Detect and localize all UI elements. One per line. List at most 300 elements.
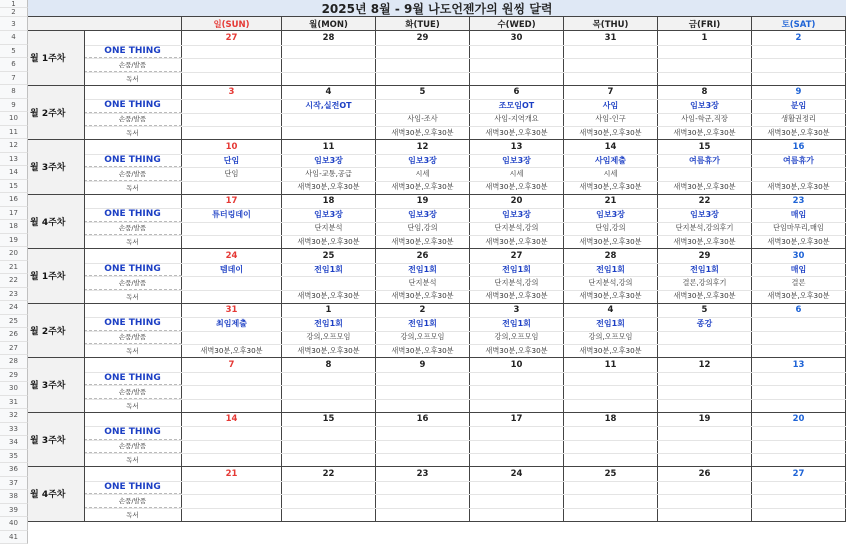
- field-work-cell[interactable]: 강의,오프모임: [376, 331, 470, 345]
- row-number[interactable]: 38: [0, 490, 28, 504]
- date-number[interactable]: 19: [376, 195, 470, 209]
- category-date-spacer[interactable]: [84, 86, 182, 100]
- field-work-cell[interactable]: 시세: [470, 167, 564, 181]
- one-thing-cell[interactable]: [752, 481, 846, 495]
- category-one[interactable]: ONE THING: [84, 208, 182, 222]
- one-thing-cell[interactable]: [376, 45, 470, 59]
- day-header-1[interactable]: 월(MON): [282, 17, 376, 31]
- day-header-5[interactable]: 금(FRI): [658, 17, 752, 31]
- field-work-cell[interactable]: 결론,강의후기: [658, 276, 752, 290]
- row-number[interactable]: 31: [0, 396, 28, 410]
- row-number[interactable]: 16: [0, 193, 28, 207]
- reading-cell[interactable]: 새벽30분,오후30분: [376, 235, 470, 249]
- date-number[interactable]: 14: [564, 140, 658, 154]
- reading-cell[interactable]: 새벽30분,오후30분: [564, 126, 658, 140]
- reading-cell[interactable]: 새벽30분,오후30분: [282, 235, 376, 249]
- row-number[interactable]: 12: [0, 139, 28, 153]
- date-number[interactable]: 31: [564, 31, 658, 45]
- category-son[interactable]: 손품/발품: [84, 494, 182, 508]
- field-work-cell[interactable]: 강의,오프모임: [282, 331, 376, 345]
- category-dok[interactable]: 독서: [84, 508, 182, 522]
- date-number[interactable]: 7: [564, 86, 658, 100]
- one-thing-cell[interactable]: [658, 372, 752, 386]
- field-work-cell[interactable]: [182, 440, 282, 454]
- reading-cell[interactable]: 새벽30분,오후30분: [182, 344, 282, 358]
- row-number[interactable]: 33: [0, 423, 28, 437]
- category-dok[interactable]: 독서: [84, 235, 182, 249]
- one-thing-cell[interactable]: [564, 426, 658, 440]
- one-thing-cell[interactable]: [470, 372, 564, 386]
- reading-cell[interactable]: [182, 508, 282, 522]
- reading-cell[interactable]: [658, 399, 752, 413]
- row-number[interactable]: 27: [0, 342, 28, 356]
- row-number[interactable]: 17: [0, 207, 28, 221]
- field-work-cell[interactable]: 시세: [376, 167, 470, 181]
- date-number[interactable]: 5: [376, 86, 470, 100]
- date-number[interactable]: 3: [182, 86, 282, 100]
- one-thing-cell[interactable]: 임보3장: [658, 99, 752, 113]
- field-work-cell[interactable]: [470, 494, 564, 508]
- one-thing-cell[interactable]: 임보3장: [282, 154, 376, 168]
- one-thing-cell[interactable]: 임보3장: [376, 154, 470, 168]
- row-number[interactable]: 39: [0, 504, 28, 518]
- one-thing-cell[interactable]: [470, 426, 564, 440]
- row-number[interactable]: 18: [0, 220, 28, 234]
- field-work-cell[interactable]: 사임-학군,직장: [658, 113, 752, 127]
- row-number[interactable]: 22: [0, 274, 28, 288]
- one-thing-cell[interactable]: 임보3장: [470, 208, 564, 222]
- date-number[interactable]: 22: [282, 467, 376, 481]
- date-number[interactable]: 14: [182, 413, 282, 427]
- day-header-3[interactable]: 수(WED): [470, 17, 564, 31]
- field-work-cell[interactable]: [282, 276, 376, 290]
- row-number[interactable]: 19: [0, 234, 28, 248]
- date-number[interactable]: 15: [658, 140, 752, 154]
- date-number[interactable]: 30: [752, 249, 846, 263]
- field-work-cell[interactable]: [282, 440, 376, 454]
- field-work-cell[interactable]: [470, 440, 564, 454]
- date-number[interactable]: 12: [658, 358, 752, 372]
- one-thing-cell[interactable]: 임보3장: [658, 208, 752, 222]
- date-number[interactable]: 8: [658, 86, 752, 100]
- field-work-cell[interactable]: 강의,오프모임: [564, 331, 658, 345]
- field-work-cell[interactable]: 사임-인구: [564, 113, 658, 127]
- field-work-cell[interactable]: [470, 385, 564, 399]
- reading-cell[interactable]: 새벽30분,오후30분: [470, 181, 564, 195]
- field-work-cell[interactable]: [658, 167, 752, 181]
- category-one[interactable]: ONE THING: [84, 99, 182, 113]
- date-number[interactable]: 3: [470, 304, 564, 318]
- category-one[interactable]: ONE THING: [84, 45, 182, 59]
- date-number[interactable]: 19: [658, 413, 752, 427]
- date-number[interactable]: 29: [376, 31, 470, 45]
- field-work-cell[interactable]: 단지분석,강의후기: [658, 222, 752, 236]
- row-number[interactable]: 25: [0, 315, 28, 329]
- row-number[interactable]: 20: [0, 247, 28, 261]
- category-dok[interactable]: 독서: [84, 453, 182, 467]
- date-number[interactable]: 25: [564, 467, 658, 481]
- row-number[interactable]: 23: [0, 288, 28, 302]
- field-work-cell[interactable]: [752, 58, 846, 72]
- date-number[interactable]: 13: [752, 358, 846, 372]
- category-date-spacer[interactable]: [84, 195, 182, 209]
- reading-cell[interactable]: [470, 72, 564, 86]
- category-dok[interactable]: 독서: [84, 290, 182, 304]
- row-number[interactable]: 15: [0, 180, 28, 194]
- reading-cell[interactable]: [564, 508, 658, 522]
- field-work-cell[interactable]: [658, 385, 752, 399]
- date-number[interactable]: 27: [182, 31, 282, 45]
- reading-cell[interactable]: 새벽30분,오후30분: [282, 344, 376, 358]
- field-work-cell[interactable]: [564, 440, 658, 454]
- reading-cell[interactable]: [282, 72, 376, 86]
- row-number[interactable]: 6: [0, 58, 28, 72]
- one-thing-cell[interactable]: [376, 99, 470, 113]
- field-work-cell[interactable]: 단임: [182, 167, 282, 181]
- category-date-spacer[interactable]: [84, 304, 182, 318]
- category-dok[interactable]: 독서: [84, 399, 182, 413]
- week-label[interactable]: 월 2주차: [28, 86, 84, 141]
- reading-cell[interactable]: 새벽30분,오후30분: [564, 181, 658, 195]
- reading-cell[interactable]: 새벽30분,오후30분: [376, 344, 470, 358]
- one-thing-cell[interactable]: 매임: [752, 263, 846, 277]
- date-number[interactable]: 27: [470, 249, 564, 263]
- reading-cell[interactable]: 새벽30분,오후30분: [658, 235, 752, 249]
- reading-cell[interactable]: [182, 126, 282, 140]
- one-thing-cell[interactable]: 튜터링데이: [182, 208, 282, 222]
- field-work-cell[interactable]: 단지분석,강의: [470, 276, 564, 290]
- date-number[interactable]: 30: [470, 31, 564, 45]
- reading-cell[interactable]: 새벽30분,오후30분: [752, 290, 846, 304]
- date-number[interactable]: 22: [658, 195, 752, 209]
- one-thing-cell[interactable]: 사임: [564, 99, 658, 113]
- category-date-spacer[interactable]: [84, 249, 182, 263]
- field-work-cell[interactable]: 생활권정리: [752, 113, 846, 127]
- row-number[interactable]: 41: [0, 531, 28, 545]
- field-work-cell[interactable]: [376, 440, 470, 454]
- reading-cell[interactable]: [658, 453, 752, 467]
- reading-cell[interactable]: 새벽30분,오후30분: [564, 344, 658, 358]
- date-number[interactable]: 10: [182, 140, 282, 154]
- date-number[interactable]: 16: [752, 140, 846, 154]
- row-number[interactable]: 21: [0, 261, 28, 275]
- date-number[interactable]: 6: [470, 86, 564, 100]
- row-number[interactable]: 30: [0, 382, 28, 396]
- date-number[interactable]: 10: [470, 358, 564, 372]
- date-number[interactable]: 21: [182, 467, 282, 481]
- date-number[interactable]: 26: [658, 467, 752, 481]
- one-thing-cell[interactable]: [282, 372, 376, 386]
- reading-cell[interactable]: [376, 508, 470, 522]
- field-work-cell[interactable]: [182, 222, 282, 236]
- one-thing-cell[interactable]: [376, 481, 470, 495]
- one-thing-cell[interactable]: [282, 426, 376, 440]
- date-number[interactable]: 1: [282, 304, 376, 318]
- reading-cell[interactable]: 새벽30분,오후30분: [376, 126, 470, 140]
- category-dok[interactable]: 독서: [84, 126, 182, 140]
- field-work-cell[interactable]: [752, 167, 846, 181]
- field-work-cell[interactable]: [658, 58, 752, 72]
- row-number[interactable]: 26: [0, 328, 28, 342]
- one-thing-cell[interactable]: [182, 99, 282, 113]
- reading-cell[interactable]: [282, 453, 376, 467]
- field-work-cell[interactable]: [752, 385, 846, 399]
- one-thing-cell[interactable]: 전임1회: [658, 263, 752, 277]
- date-number[interactable]: 2: [752, 31, 846, 45]
- category-son[interactable]: 손품/발품: [84, 58, 182, 72]
- reading-cell[interactable]: [658, 344, 752, 358]
- row-number[interactable]: 8: [0, 85, 28, 99]
- category-son[interactable]: 손품/발품: [84, 222, 182, 236]
- date-number[interactable]: 5: [658, 304, 752, 318]
- reading-cell[interactable]: [376, 399, 470, 413]
- reading-cell[interactable]: [752, 344, 846, 358]
- one-thing-cell[interactable]: [182, 372, 282, 386]
- week-label[interactable]: 월 3주차: [28, 140, 84, 195]
- one-thing-cell[interactable]: 임보3장: [282, 208, 376, 222]
- row-number[interactable]: 24: [0, 301, 28, 315]
- date-number[interactable]: 31: [182, 304, 282, 318]
- field-work-cell[interactable]: 강의,오프모임: [470, 331, 564, 345]
- one-thing-cell[interactable]: 전임1회: [376, 263, 470, 277]
- reading-cell[interactable]: 새벽30분,오후30분: [752, 181, 846, 195]
- reading-cell[interactable]: [658, 72, 752, 86]
- date-number[interactable]: 23: [752, 195, 846, 209]
- date-number[interactable]: 4: [282, 86, 376, 100]
- one-thing-cell[interactable]: 단임: [182, 154, 282, 168]
- category-date-spacer[interactable]: [84, 31, 182, 45]
- reading-cell[interactable]: [470, 453, 564, 467]
- row-number[interactable]: 10: [0, 112, 28, 126]
- date-number[interactable]: 16: [376, 413, 470, 427]
- row-number[interactable]: 2: [0, 8, 28, 17]
- reading-cell[interactable]: 새벽30분,오후30분: [470, 126, 564, 140]
- field-work-cell[interactable]: [282, 494, 376, 508]
- one-thing-cell[interactable]: [376, 426, 470, 440]
- reading-cell[interactable]: [182, 181, 282, 195]
- one-thing-cell[interactable]: 전임1회: [282, 263, 376, 277]
- reading-cell[interactable]: [752, 72, 846, 86]
- day-header-0[interactable]: 일(SUN): [182, 17, 282, 31]
- field-work-cell[interactable]: [182, 494, 282, 508]
- one-thing-cell[interactable]: [752, 317, 846, 331]
- field-work-cell[interactable]: 단지분석: [376, 276, 470, 290]
- date-number[interactable]: 1: [658, 31, 752, 45]
- date-number[interactable]: 23: [376, 467, 470, 481]
- category-son[interactable]: 손품/발품: [84, 113, 182, 127]
- one-thing-cell[interactable]: [282, 45, 376, 59]
- reading-cell[interactable]: [752, 508, 846, 522]
- date-number[interactable]: 24: [182, 249, 282, 263]
- reading-cell[interactable]: 새벽30분,오후30분: [282, 290, 376, 304]
- field-work-cell[interactable]: [376, 58, 470, 72]
- field-work-cell[interactable]: 사임-지역개요: [470, 113, 564, 127]
- category-son[interactable]: 손품/발품: [84, 276, 182, 290]
- day-header-6[interactable]: 토(SAT): [752, 17, 846, 31]
- category-one[interactable]: ONE THING: [84, 317, 182, 331]
- week-label[interactable]: 월 3주차: [28, 413, 84, 468]
- reading-cell[interactable]: [564, 453, 658, 467]
- reading-cell[interactable]: [470, 399, 564, 413]
- reading-cell[interactable]: [182, 290, 282, 304]
- row-number[interactable]: 13: [0, 153, 28, 167]
- reading-cell[interactable]: 새벽30분,오후30분: [470, 344, 564, 358]
- one-thing-cell[interactable]: [376, 372, 470, 386]
- one-thing-cell[interactable]: [658, 426, 752, 440]
- reading-cell[interactable]: [182, 453, 282, 467]
- row-number[interactable]: 1: [0, 0, 28, 8]
- row-number[interactable]: 34: [0, 436, 28, 450]
- one-thing-cell[interactable]: [564, 372, 658, 386]
- field-work-cell[interactable]: 단지분석: [282, 222, 376, 236]
- week-label[interactable]: 월 1주차: [28, 249, 84, 304]
- one-thing-cell[interactable]: 전임1회: [470, 263, 564, 277]
- date-number[interactable]: 2: [376, 304, 470, 318]
- reading-cell[interactable]: 새벽30분,오후30분: [658, 290, 752, 304]
- reading-cell[interactable]: [470, 508, 564, 522]
- field-work-cell[interactable]: 단지분석,강의: [470, 222, 564, 236]
- one-thing-cell[interactable]: [282, 481, 376, 495]
- reading-cell[interactable]: [182, 399, 282, 413]
- field-work-cell[interactable]: [182, 113, 282, 127]
- category-date-spacer[interactable]: [84, 140, 182, 154]
- row-number[interactable]: 4: [0, 31, 28, 45]
- category-one[interactable]: ONE THING: [84, 481, 182, 495]
- one-thing-cell[interactable]: [752, 372, 846, 386]
- one-thing-cell[interactable]: [658, 45, 752, 59]
- week-label[interactable]: 월 3주차: [28, 358, 84, 413]
- field-work-cell[interactable]: [182, 331, 282, 345]
- reading-cell[interactable]: [564, 399, 658, 413]
- row-number[interactable]: 36: [0, 463, 28, 477]
- one-thing-cell[interactable]: 전임1회: [376, 317, 470, 331]
- row-number[interactable]: 11: [0, 126, 28, 140]
- date-number[interactable]: 12: [376, 140, 470, 154]
- reading-cell[interactable]: 새벽30분,오후30분: [658, 181, 752, 195]
- field-work-cell[interactable]: [182, 276, 282, 290]
- field-work-cell[interactable]: [376, 494, 470, 508]
- week-label[interactable]: 월 4주차: [28, 195, 84, 250]
- reading-cell[interactable]: 새벽30분,오후30분: [564, 290, 658, 304]
- date-number[interactable]: 25: [282, 249, 376, 263]
- one-thing-cell[interactable]: 분임: [752, 99, 846, 113]
- reading-cell[interactable]: 새벽30분,오후30분: [470, 290, 564, 304]
- row-number[interactable]: 29: [0, 369, 28, 383]
- reading-cell[interactable]: [182, 72, 282, 86]
- one-thing-cell[interactable]: 여름휴가: [752, 154, 846, 168]
- date-number[interactable]: 27: [752, 467, 846, 481]
- date-number[interactable]: 9: [752, 86, 846, 100]
- one-thing-cell[interactable]: 사임제출: [564, 154, 658, 168]
- row-number[interactable]: 28: [0, 355, 28, 369]
- one-thing-cell[interactable]: 전임1회: [564, 263, 658, 277]
- reading-cell[interactable]: 새벽30분,오후30분: [376, 181, 470, 195]
- field-work-cell[interactable]: 결론: [752, 276, 846, 290]
- one-thing-cell[interactable]: [470, 481, 564, 495]
- field-work-cell[interactable]: [752, 440, 846, 454]
- row-number[interactable]: 7: [0, 72, 28, 86]
- one-thing-cell[interactable]: 종강: [658, 317, 752, 331]
- field-work-cell[interactable]: [376, 385, 470, 399]
- date-number[interactable]: 17: [182, 195, 282, 209]
- one-thing-cell[interactable]: 시작,실전OT: [282, 99, 376, 113]
- date-number[interactable]: 28: [282, 31, 376, 45]
- category-son[interactable]: 손품/발품: [84, 167, 182, 181]
- field-work-cell[interactable]: [658, 494, 752, 508]
- row-number[interactable]: 14: [0, 166, 28, 180]
- day-header-2[interactable]: 화(TUE): [376, 17, 470, 31]
- category-date-spacer[interactable]: [84, 413, 182, 427]
- field-work-cell[interactable]: [282, 58, 376, 72]
- field-work-cell[interactable]: [658, 440, 752, 454]
- category-one[interactable]: ONE THING: [84, 154, 182, 168]
- date-number[interactable]: 13: [470, 140, 564, 154]
- one-thing-cell[interactable]: 임보3장: [376, 208, 470, 222]
- date-number[interactable]: 21: [564, 195, 658, 209]
- one-thing-cell[interactable]: 조모임OT: [470, 99, 564, 113]
- field-work-cell[interactable]: 단임,강의: [564, 222, 658, 236]
- date-number[interactable]: 11: [282, 140, 376, 154]
- category-date-spacer[interactable]: [84, 467, 182, 481]
- one-thing-cell[interactable]: [564, 45, 658, 59]
- one-thing-cell[interactable]: 템데이: [182, 263, 282, 277]
- reading-cell[interactable]: [564, 72, 658, 86]
- date-number[interactable]: 20: [752, 413, 846, 427]
- date-number[interactable]: 29: [658, 249, 752, 263]
- date-number[interactable]: 8: [282, 358, 376, 372]
- one-thing-cell[interactable]: 임보3장: [564, 208, 658, 222]
- reading-cell[interactable]: [376, 72, 470, 86]
- row-number[interactable]: 9: [0, 99, 28, 113]
- date-number[interactable]: 11: [564, 358, 658, 372]
- reading-cell[interactable]: 새벽30분,오후30분: [470, 235, 564, 249]
- reading-cell[interactable]: 새벽30분,오후30분: [282, 181, 376, 195]
- category-one[interactable]: ONE THING: [84, 263, 182, 277]
- date-number[interactable]: 26: [376, 249, 470, 263]
- field-work-cell[interactable]: [564, 494, 658, 508]
- one-thing-cell[interactable]: [752, 45, 846, 59]
- reading-cell[interactable]: [282, 126, 376, 140]
- field-work-cell[interactable]: [564, 385, 658, 399]
- category-dok[interactable]: 독서: [84, 181, 182, 195]
- date-number[interactable]: 24: [470, 467, 564, 481]
- date-number[interactable]: 9: [376, 358, 470, 372]
- field-work-cell[interactable]: [282, 385, 376, 399]
- category-son[interactable]: 손품/발품: [84, 440, 182, 454]
- reading-cell[interactable]: [282, 399, 376, 413]
- reading-cell[interactable]: 새벽30분,오후30분: [752, 235, 846, 249]
- one-thing-cell[interactable]: [182, 426, 282, 440]
- one-thing-cell[interactable]: [564, 481, 658, 495]
- field-work-cell[interactable]: [658, 331, 752, 345]
- one-thing-cell[interactable]: 전임1회: [470, 317, 564, 331]
- reading-cell[interactable]: [376, 453, 470, 467]
- field-work-cell[interactable]: 단임마무리,매임: [752, 222, 846, 236]
- reading-cell[interactable]: 새벽30분,오후30분: [658, 126, 752, 140]
- row-number[interactable]: 35: [0, 450, 28, 464]
- date-number[interactable]: 7: [182, 358, 282, 372]
- date-number[interactable]: 15: [282, 413, 376, 427]
- field-work-cell[interactable]: [470, 58, 564, 72]
- date-number[interactable]: 28: [564, 249, 658, 263]
- one-thing-cell[interactable]: 매임: [752, 208, 846, 222]
- one-thing-cell[interactable]: 임보3장: [470, 154, 564, 168]
- date-number[interactable]: 18: [564, 413, 658, 427]
- row-number[interactable]: 40: [0, 517, 28, 531]
- reading-cell[interactable]: [658, 508, 752, 522]
- field-work-cell[interactable]: 시세: [564, 167, 658, 181]
- week-label[interactable]: 월 2주차: [28, 304, 84, 359]
